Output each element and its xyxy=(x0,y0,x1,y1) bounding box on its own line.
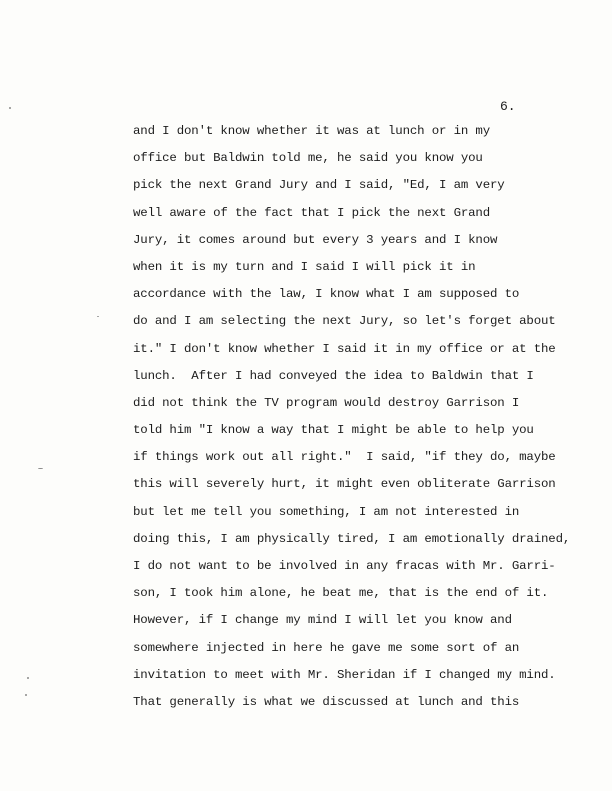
text-line: told him "I know a way that I might be able to help you xyxy=(133,423,534,438)
text-line: However, if I change my mind I will let you know and xyxy=(133,613,512,628)
text-line: well aware of the fact that I pick the next Grand xyxy=(133,205,490,220)
page-number: 6. xyxy=(500,99,516,114)
text-line: That generally is what we discussed at lunch and this xyxy=(133,694,520,709)
scan-speck xyxy=(25,694,27,696)
text-line: doing this, I am physically tired, I am emotionally drained, xyxy=(133,531,571,546)
transcript-body xyxy=(133,122,570,720)
text-line: but let me tell you something, I am not interested in xyxy=(133,504,520,519)
text-line: lunch. After I had conveyed the idea to Baldwin that I xyxy=(133,368,534,383)
text-line: invitation to meet with Mr. Sheridan if I changed my mind. xyxy=(133,667,556,682)
text-line: and I don't know whether it was at lunch or in my xyxy=(133,124,490,138)
text-line: if things work out all right." I said, "if they do, maybe xyxy=(133,450,556,465)
scan-speck xyxy=(27,677,29,679)
text-line: son, I took him alone, he beat me, that is the end of it. xyxy=(133,586,549,601)
text-line: accordance with the law, I know what I am supposed to xyxy=(133,287,520,302)
text-line: this will severely hurt, it might even obliterate Garrison xyxy=(133,477,556,492)
text-line: do and I am selecting the next Jury, so let's forget about xyxy=(133,314,556,329)
scan-speck xyxy=(9,107,11,109)
text-line: Jury, it comes around but every 3 years and I know xyxy=(133,232,498,247)
text-line: I do not want to be involved in any fracas with Mr. Garri- xyxy=(133,559,556,573)
scan-speck xyxy=(97,316,99,317)
text-line: pick the next Grand Jury and I said, "Ed, I am very xyxy=(133,178,505,193)
scan-speck xyxy=(38,468,43,469)
text-line: somewhere injected in here he gave me some sort of an xyxy=(133,640,520,655)
text-line: did not think the TV program would destroy Garrison I xyxy=(133,395,520,410)
text-line: when it is my turn and I said I will pick it in xyxy=(133,259,476,274)
text-line: office but Baldwin told me, he said you know you xyxy=(133,151,483,166)
text-line: it." I don't know whether I said it in my office or at the xyxy=(133,341,556,356)
